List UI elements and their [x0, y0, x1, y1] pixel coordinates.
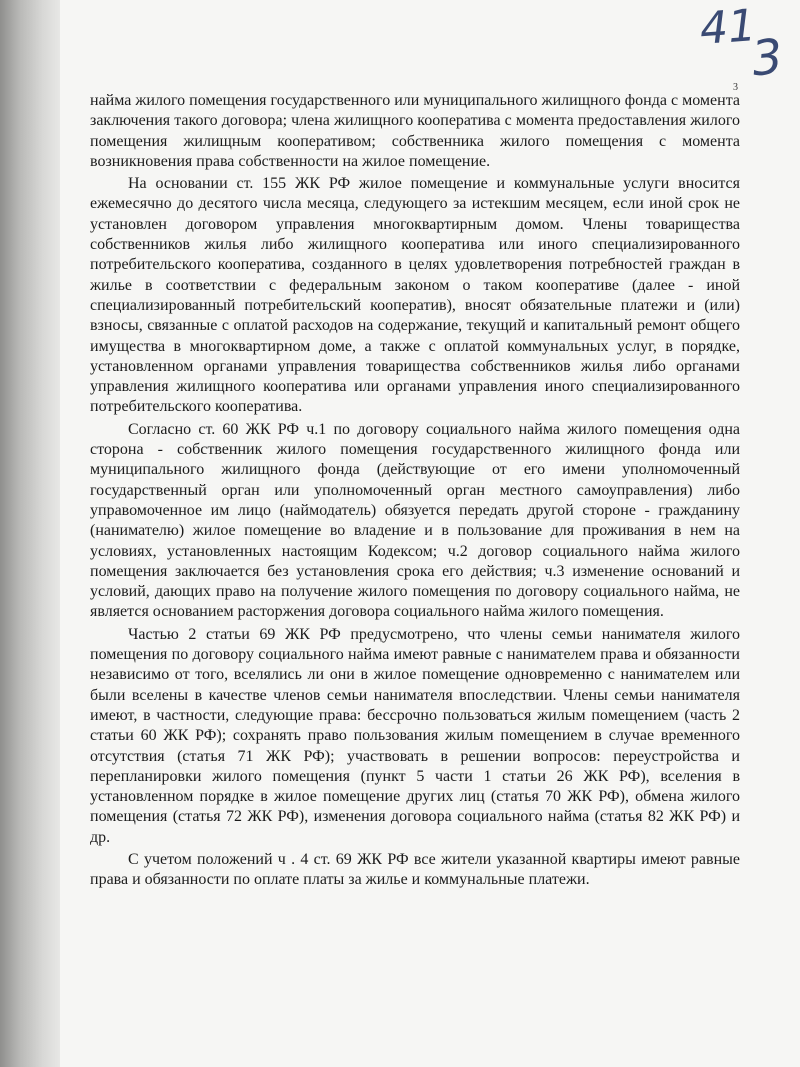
scan-edge-shadow: [0, 0, 66, 1067]
paragraph-continuation: найма жилого помещения государственного или муниципального жилищного фонда с момента заключения такого договора; члена жилищного кооператива с момента предоставления жилого помещения жилищным кооперативом; собственника жилого помещения с момента возникновения права собственности на жилое помещение.: [90, 92, 740, 170]
paragraph-article-69: Частью 2 статьи 69 ЖК РФ предусмотрено, что члены семьи нанимателя жилого помещения по договору социального найма имеют равные с нанимателем права и обязанности независимо от того, вселялись ли они в жилое помещение одновременно с нанимателем или были вселены в качестве членов семьи нанимателя впоследствии. Члены семьи нанимателя имеют, в частности, следующие права: бессрочно пользоваться жилым помещением (часть 2 статьи 60 ЖК РФ); сохранять право пользования жилым помещением в случае временного отсутствия (статья 71 ЖК РФ); участвовать в решении вопросов: переустройства и перепланировки жилого помещения (пункт 5 части 1 статьи 26 ЖК РФ), вселения в установленном порядке в жилое помещение других лиц (статья 70 ЖК РФ), обмена жилого помещения (статья 72 ЖК РФ), изменения договора социального найма (статья 82 ЖК РФ) и др.: [90, 625, 740, 846]
document-body: [90, 91, 740, 893]
handwritten-sheet-number: 41: [698, 0, 758, 55]
paragraph-conclusion: С учетом положений ч . 4 ст. 69 ЖК РФ все жители указанной квартиры имеют равные права и обязанности по оплате платы за жилье и коммунальные платежи.: [90, 850, 740, 889]
printed-page-number: 3: [733, 82, 738, 93]
paragraph-article-155: На основании ст. 155 ЖК РФ жилое помещение и коммунальные услуги вносится ежемесячно до десятого числа месяца, следующего за истекшим месяцем, если иной срок не установлен договором управления многоквартирным домом. Члены товарищества собственников жилья либо жилищного кооператива или иного специализированного потребительского кооператива, созданного в целях удовлетворения потребностей граждан в жилье в соответствии с федеральным законом о таком кооперативе (далее - иной специализированный потребительский кооператив), вносят обязательные платежи и (или) взносы, связанные с оплатой расходов на содержание, текущий и капитальный ремонт общего имущества в многоквартирном доме, а также с оплатой коммунальных услуг, в порядке, установленном органами управления товарищества собственников жилья либо органами управления жилищного кооператива или органами управления иного специализированного потребительского кооператива.: [90, 175, 740, 416]
handwritten-page-number: 3: [749, 28, 786, 88]
paragraph-article-60: Согласно ст. 60 ЖК РФ ч.1 по договору социального найма жилого помещения одна сторона - собственник жилого помещения государственного жилищного фонда или муниципального жилищного фонда (действующие от его имени уполномоченный государственный орган или уполномоченный орган местного самоуправления) либо управомоченное им лицо (наймодатель) обязуется передать другой стороне - гражданину (нанимателю) жилое помещение во владение и в пользование для проживания в нем на условиях, установленных настоящим Кодексом; ч.2 договор социального найма жилого помещения заключается без установления срока его действия; ч.3 изменение оснований и условий, дающих право на получение жилого помещения по договору социального найма, не является основанием расторжения договора социального найма жилого помещения.: [90, 420, 740, 621]
